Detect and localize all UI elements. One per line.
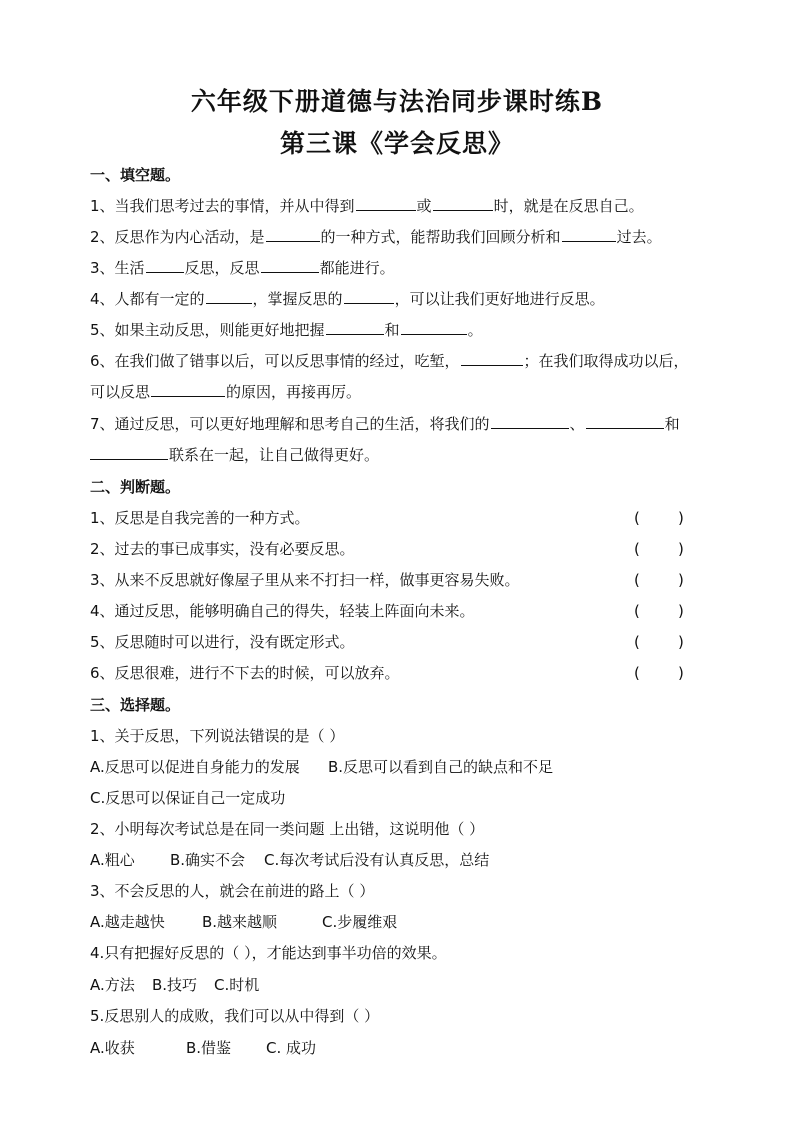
answer-parentheses[interactable]: ( ) [634, 571, 684, 589]
worksheet-title: 六年级下册道德与法治同步课时练B [190, 87, 604, 116]
judge-question-6: 6、反思很难，进行不下去的时候，可以放弃。 [90, 664, 400, 682]
choice-question-1-options-continued [90, 788, 285, 808]
option-b[interactable]: B.越来越顺 [202, 913, 278, 931]
question-text: 5、如果主动反思，则能更好地把握 [90, 321, 325, 339]
judge-question-2: 2、过去的事已成事实，没有必要反思。 [90, 540, 355, 558]
fill-question-6-continued [90, 382, 361, 402]
section-heading-true-false: 二、判断题。 [90, 478, 181, 496]
question-text: 过去。 [616, 228, 662, 246]
question-text: 和 [664, 415, 680, 433]
option-c[interactable]: C.时机 [214, 976, 260, 994]
question-text: 可以反思 [90, 383, 151, 401]
question-text: 、 [569, 415, 585, 433]
question-text: ，掌握反思的 [252, 290, 343, 308]
answer-blank[interactable] [562, 227, 616, 242]
fill-question-4 [90, 289, 605, 309]
question-text: 的一种方式，能帮助我们回顾分析和 [320, 228, 561, 246]
choice-question-4-stem: 4.只有把握好反思的（ ），才能达到事半功倍的效果。 [90, 944, 447, 962]
answer-blank[interactable] [266, 227, 320, 242]
fill-question-3 [90, 258, 395, 278]
answer-parentheses[interactable]: ( ) [634, 633, 684, 651]
answer-blank[interactable] [491, 414, 569, 429]
option-a[interactable]: A.反思可以促进自身能力的发展 [90, 758, 300, 776]
option-a[interactable]: A.方法 [90, 976, 135, 994]
question-text: 和 [384, 321, 400, 339]
answer-parentheses[interactable]: ( ) [634, 509, 684, 527]
judge-question-5: 5、反思随时可以进行，没有既定形式。 [90, 633, 355, 651]
choice-question-2-stem: 2、小明每次考试总是在同一类问题 上出错，这说明他（ ） [90, 820, 485, 838]
answer-blank[interactable] [206, 289, 252, 304]
question-text: 6、在我们做了错事以后，可以反思事情的经过，吃堑， [90, 352, 460, 370]
answer-blank[interactable] [90, 445, 168, 460]
answer-blank[interactable] [356, 196, 416, 211]
option-a[interactable]: A.收获 [90, 1039, 135, 1057]
answer-blank[interactable] [586, 414, 664, 429]
fill-question-7 [90, 414, 680, 434]
answer-blank[interactable] [326, 320, 384, 335]
option-c[interactable]: C.步履维艰 [322, 913, 398, 931]
choice-question-3-options [90, 912, 397, 932]
choice-question-5-options [90, 1038, 316, 1058]
question-text: 4、人都有一定的 [90, 290, 205, 308]
answer-blank[interactable] [261, 258, 319, 273]
option-c[interactable]: C.每次考试后没有认真反思，总结 [264, 851, 490, 869]
judge-question-3: 3、从来不反思就好像屋子里从来不打扫一样，做事更容易失败。 [90, 571, 520, 589]
choice-question-2-options [90, 850, 489, 870]
option-b[interactable]: B.借鉴 [186, 1039, 232, 1057]
fill-question-1 [90, 196, 644, 216]
question-text: 反思，反思 [184, 259, 260, 277]
judge-question-4: 4、通过反思，能够明确自己的得失，轻装上阵面向未来。 [90, 602, 475, 620]
option-a[interactable]: A.越走越快 [90, 913, 165, 931]
question-text: 2、反思作为内心活动，是 [90, 228, 265, 246]
fill-question-5 [90, 320, 483, 340]
answer-blank[interactable] [151, 382, 225, 397]
answer-blank[interactable] [146, 258, 184, 273]
question-text: ；在我们取得成功以后， [523, 352, 689, 370]
option-b[interactable]: B.技巧 [152, 976, 198, 994]
option-c[interactable]: C. 成功 [266, 1039, 317, 1057]
choice-question-1-stem: 1、关于反思，下列说法错误的是（ ） [90, 727, 345, 745]
question-text: 7、通过反思，可以更好地理解和思考自己的生活，将我们的 [90, 415, 490, 433]
judge-question-1: 1、反思是自我完善的一种方式。 [90, 509, 310, 527]
question-text: 。 [467, 321, 483, 339]
option-a[interactable]: A.粗心 [90, 851, 135, 869]
answer-blank[interactable] [433, 196, 493, 211]
answer-blank[interactable] [344, 289, 394, 304]
fill-question-7-continued [90, 445, 379, 465]
lesson-title: 第三课《学会反思》 [279, 129, 514, 158]
option-b[interactable]: B.确实不会 [170, 851, 246, 869]
answer-parentheses[interactable]: ( ) [634, 602, 684, 620]
section-heading-fill-blank: 一、填空题。 [90, 166, 181, 184]
choice-question-1-options [90, 757, 553, 777]
section-heading-multiple-choice: 三、选择题。 [90, 696, 181, 714]
question-text: 3、生活 [90, 259, 145, 277]
question-text: 联系在一起，让自己做得更好。 [169, 446, 380, 464]
answer-blank[interactable] [401, 320, 467, 335]
question-text: 1、当我们思考过去的事情，并从中得到 [90, 197, 355, 215]
option-c[interactable]: C.反思可以保证自己一定成功 [90, 789, 286, 807]
answer-parentheses[interactable]: ( ) [634, 540, 684, 558]
question-text: ，可以让我们更好地进行反思。 [394, 290, 605, 308]
question-text: 或 [416, 197, 432, 215]
question-text: 的原因，再接再厉。 [226, 383, 362, 401]
answer-blank[interactable] [461, 351, 523, 366]
choice-question-5-stem: 5.反思别人的成败，我们可以从中得到（ ） [90, 1007, 380, 1025]
fill-question-2 [90, 227, 662, 247]
choice-question-4-options [90, 975, 259, 995]
answer-parentheses[interactable]: ( ) [634, 664, 684, 682]
fill-question-6 [90, 351, 689, 371]
choice-question-3-stem: 3、不会反思的人，就会在前进的路上（ ） [90, 882, 375, 900]
question-text: 时，就是在反思自己。 [493, 197, 644, 215]
question-text: 都能进行。 [319, 259, 395, 277]
option-b[interactable]: B.反思可以看到自己的缺点和不足 [328, 758, 554, 776]
